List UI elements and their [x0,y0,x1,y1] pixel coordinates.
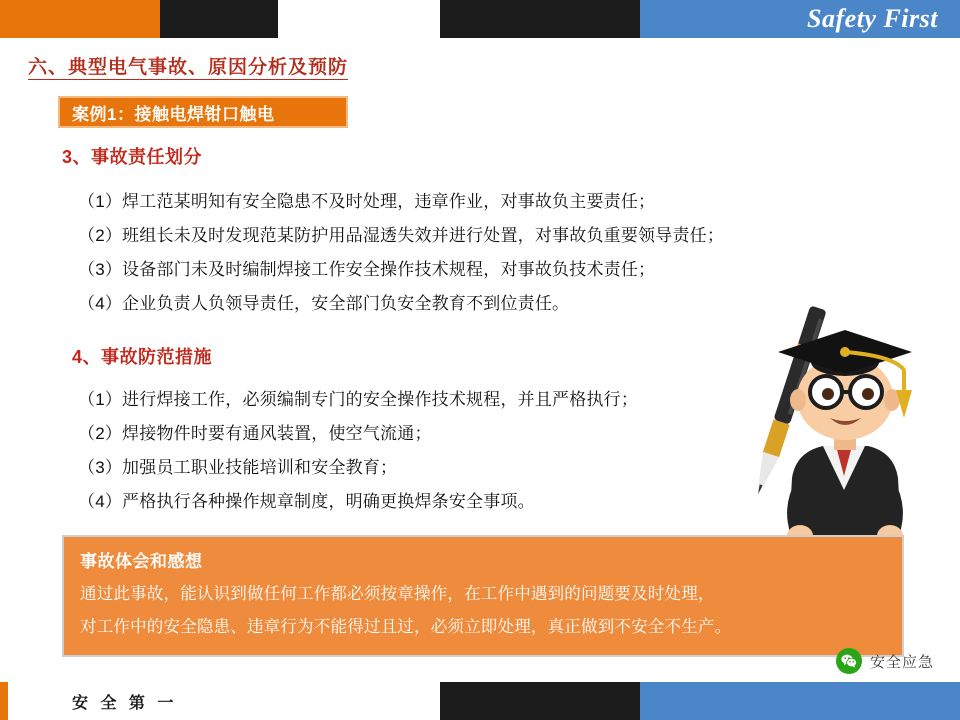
subheading-prevention: 4、事故防范措施 [72,347,213,367]
wechat-account-label: 安全应急 [869,653,934,671]
banner-segment-white [278,0,440,38]
page-title [28,52,348,79]
graduate-with-pen-illustration [718,300,948,550]
footer-segment-blue [640,682,960,720]
list-item: （1）焊工范某明知有安全隐患不及时处理，违章作业，对事故负主要责任； [78,192,656,211]
case-label-box [58,96,348,128]
wechat-account-badge[interactable] [836,648,934,674]
top-banner [0,0,960,38]
list-item: （2）班组长未及时发现范某防护用品湿透失效并进行处置，对事故负重要领导责任； [78,226,725,245]
banner-segment-orange [0,0,160,38]
banner-segment-black-right [440,0,640,38]
summary-line: 通过此事故，能认识到做任何工作都必须按章操作，在工作中遇到的问题要及时处理， [80,585,715,603]
wechat-icon [836,648,862,674]
banner-title: Safety First [807,4,938,33]
summary-box [62,535,904,657]
footer-segment-orange [0,682,8,720]
summary-title: 事故体会和感想 [80,552,203,571]
list-item: （3）设备部门未及时编制焊接工作安全操作技术规程，对事故负技术责任； [78,260,656,279]
case-label-text: 案例1：接触电焊钳口触电 [72,104,275,124]
bottom-banner [0,682,960,720]
subheading-responsibility: 3、事故责任划分 [62,147,203,167]
list-item: （2）焊接物件时要有通风装置，使空气流通； [78,424,432,443]
footer-segment-black [440,682,640,720]
list-item: （1）进行焊接工作，必须编制专门的安全操作技术规程，并且严格执行； [78,390,639,409]
footer-text: 安 全 第 一 [72,695,178,712]
page-title-text: 六、典型电气事故、原因分析及预防 [28,57,349,78]
banner-segment-black-left [160,0,278,38]
list-item: （4）严格执行各种操作规章制度，明确更换焊条安全事项。 [78,492,535,511]
summary-line: 对工作中的安全隐患、违章行为不能得过且过，必须立即处理，真正做到不安全不生产。 [80,618,732,636]
list-item: （3）加强员工职业技能培训和安全教育； [78,458,398,477]
list-item: （4）企业负责人负领导责任，安全部门负安全教育不到位责任。 [78,294,570,313]
